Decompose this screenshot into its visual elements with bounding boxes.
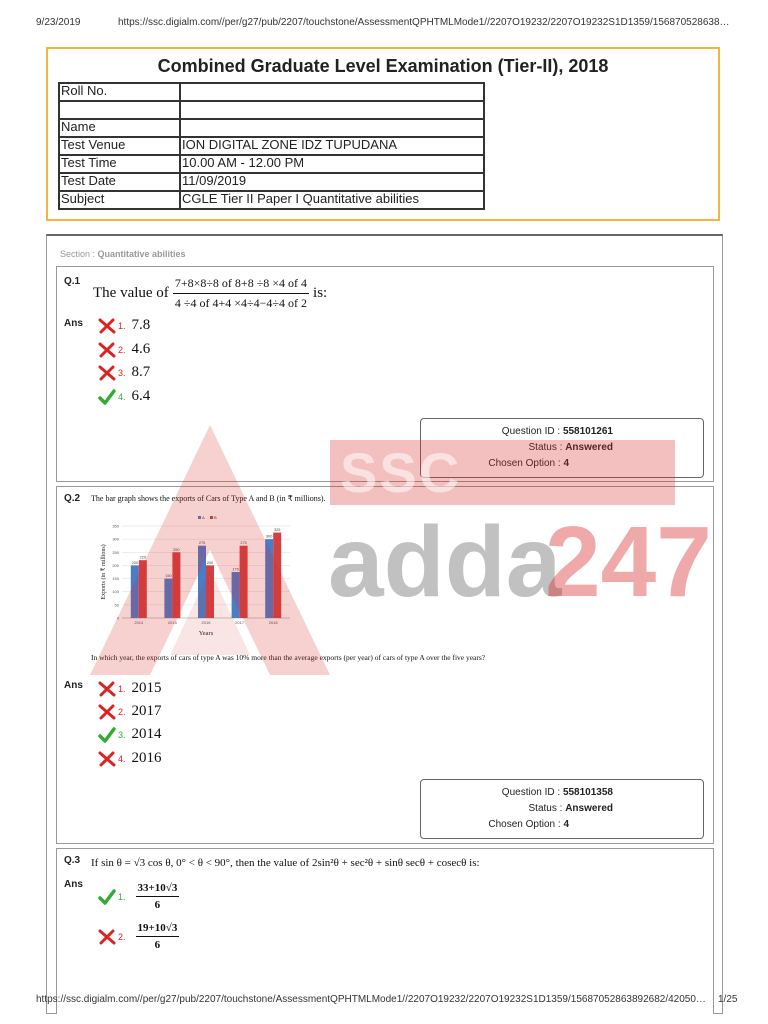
option-value: 2015: [131, 680, 162, 696]
print-url: https://ssc.digialm.com//per/g27/pub/2207/touchstone/AssessmentQPHTMLMode1//2207O19232/2207O19232S1D1359/156870528638…: [118, 17, 730, 28]
x-tick-label: 2016: [201, 620, 211, 625]
bar-chart: [94, 512, 296, 640]
bar-a: [164, 579, 172, 618]
question-text-2: In which year, the exports of cars of type A was 10% more than the average exports (per year) of cars of type A over the five years?: [91, 653, 486, 662]
info-value: 11/09/2019: [180, 173, 484, 191]
correct-check-icon: [98, 727, 116, 743]
info-value: [180, 101, 484, 119]
qid-value: 558101358: [562, 787, 613, 798]
data-label: 220: [139, 555, 146, 560]
option-number: 2.: [118, 344, 126, 355]
info-value: CGLE Tier II Paper I Quantitative abilities: [180, 191, 484, 209]
answer-status: [529, 442, 613, 453]
option-value: 4.6: [131, 341, 151, 357]
bar-a: [232, 572, 240, 618]
chosen-label: Chosen Option :: [488, 458, 564, 469]
info-row: [59, 137, 484, 155]
info-key: [59, 101, 180, 119]
question-number: Q.2: [64, 493, 81, 504]
info-value: ION DIGITAL ZONE IDZ TUPUDANA: [180, 137, 484, 155]
option-1: [98, 317, 150, 334]
answer-label: Ans: [64, 318, 83, 329]
x-tick-label: 2015: [167, 620, 177, 625]
candidate-info-table: [58, 82, 485, 210]
y-tick-label: 0: [116, 615, 119, 621]
legend-swatch: [198, 516, 201, 519]
x-axis-label: Years: [198, 630, 214, 637]
qid-label: Question ID :: [501, 787, 563, 798]
option-2: [98, 341, 150, 358]
status-panel: [420, 779, 704, 839]
x-tick-label: 2017: [235, 620, 245, 625]
legend-label: A: [202, 515, 205, 520]
print-footer-url: https://ssc.digialm.com//per/g27/pub/2207/touchstone/AssessmentQPHTMLMode1//2207O19232/2207O19232S1D1359/15687052863892682/42050…: [36, 994, 706, 1005]
adda-247-watermark: 247: [545, 506, 712, 618]
option-fraction: [136, 882, 180, 911]
y-tick-label: 350: [112, 523, 119, 529]
legend-swatch: [210, 516, 213, 519]
option-value: 2014: [131, 726, 162, 742]
bar-b: [240, 546, 248, 618]
status-label: Status :: [528, 442, 566, 453]
adda-watermark-text: adda: [328, 506, 562, 618]
correct-check-icon: [98, 389, 116, 405]
info-value: 10.00 AM - 12.00 PM: [180, 155, 484, 173]
data-label: 275: [198, 541, 206, 546]
option-number: 1.: [118, 891, 126, 902]
info-key: Test Time: [59, 155, 180, 173]
question-text-post: is:: [313, 285, 328, 301]
data-label: 150: [165, 574, 172, 579]
question-number: Q.1: [64, 276, 81, 287]
info-key: Roll No.: [59, 83, 180, 101]
chosen-label: Chosen Option :: [488, 819, 564, 830]
answer-status: [529, 803, 613, 814]
bar-a: [131, 565, 139, 618]
option-value: 2017: [131, 703, 162, 719]
info-row: [59, 83, 484, 101]
option-4: [98, 388, 150, 405]
info-row: [59, 101, 484, 119]
data-label: 300: [266, 534, 273, 539]
question-text: The bar graph shows the exports of Cars of Type A and B (in ₹ millions).: [91, 494, 326, 503]
correct-check-icon: [98, 889, 116, 905]
exam-title: Combined Graduate Level Examination (Tier-II), 2018: [157, 56, 609, 76]
section-prefix: Section :: [60, 249, 98, 259]
option-number: 4.: [118, 391, 126, 402]
bar-b: [172, 552, 180, 618]
data-label: 275: [240, 541, 247, 546]
ssc-watermark-text: SSC: [340, 441, 462, 504]
info-row: [59, 155, 484, 173]
status-value: Answered: [565, 442, 613, 453]
option-number: 4.: [118, 753, 126, 764]
chosen-value: 4: [563, 819, 569, 830]
question-text-pre: The value of: [93, 285, 169, 301]
question-number: Q.3: [64, 855, 81, 866]
x-tick-label: 2018: [268, 620, 278, 625]
y-tick-label: 250: [112, 549, 119, 555]
question-text: If sin θ = √3 cos θ, 0° < θ < 90°, then the value of 2sin²θ + sec²θ + sinθ secθ + cosecθ is:: [91, 857, 480, 869]
option-value: 7.8: [131, 317, 151, 333]
y-tick-label: 150: [112, 576, 119, 582]
section-label: [60, 249, 186, 259]
info-key: Subject: [59, 191, 180, 209]
chart-bars: [131, 533, 281, 618]
wrong-cross-icon: [98, 318, 116, 334]
info-key: Test Venue: [59, 137, 180, 155]
fraction-numerator: 19+10√3: [136, 922, 180, 937]
status-value: Answered: [565, 803, 613, 814]
wrong-cross-icon: [98, 704, 116, 720]
chosen-option: [488, 819, 569, 830]
chosen-option: [488, 458, 569, 469]
wrong-cross-icon: [98, 929, 116, 945]
y-axis-label: Exports (in ₹ millions): [101, 544, 107, 600]
x-tick-label: 2014: [134, 620, 144, 625]
section-name: Quantitative abilities: [97, 249, 186, 259]
fraction-denominator: 6: [154, 899, 161, 911]
option-value: 8.7: [131, 364, 151, 380]
answer-label: Ans: [64, 879, 83, 890]
wrong-cross-icon: [98, 342, 116, 358]
question-id: [502, 787, 613, 798]
option-number: 1.: [118, 683, 126, 694]
option-number: 3.: [118, 729, 126, 740]
question-text: [93, 276, 327, 311]
answer-label: Ans: [64, 680, 83, 691]
wrong-cross-icon: [98, 751, 116, 767]
y-tick-label: 50: [114, 602, 119, 608]
option-1: [98, 680, 162, 697]
option-number: 3.: [118, 367, 126, 378]
option-fraction: [136, 922, 180, 951]
option-2: [98, 922, 183, 951]
wrong-cross-icon: [98, 681, 116, 697]
option-3: [98, 364, 150, 381]
option-number: 2.: [118, 706, 126, 717]
bar-a: [198, 546, 206, 618]
data-label: 325: [274, 528, 281, 533]
fraction-numerator: 33+10√3: [136, 882, 180, 897]
info-row: [59, 119, 484, 137]
fraction-denominator: 4 ÷4 of 4+4 ×4÷4−4÷4 of 2: [174, 296, 307, 310]
qid-value: 558101261: [562, 426, 613, 437]
qid-label: Question ID :: [501, 426, 563, 437]
info-value: [180, 119, 484, 137]
option-4: [98, 750, 162, 767]
info-key: Name: [59, 119, 180, 137]
page-number: 1/25: [718, 994, 738, 1005]
y-tick-label: 100: [112, 589, 119, 595]
bar-b: [139, 560, 147, 618]
option-value: 6.4: [131, 388, 151, 404]
data-label: 200: [131, 560, 138, 565]
info-key: Test Date: [59, 173, 180, 191]
option-number: 2.: [118, 931, 126, 942]
bar-b: [206, 565, 214, 618]
option-3: [98, 726, 162, 743]
fraction-numerator: 7+8×8÷8 of 8+8 ÷8 ×4 of 4: [173, 276, 309, 294]
status-label: Status :: [528, 803, 566, 814]
option-value: 2016: [131, 750, 162, 766]
question-fraction: [173, 276, 309, 311]
data-label: 175: [232, 567, 239, 572]
data-label: 200: [206, 560, 214, 565]
legend-label: B: [214, 515, 217, 520]
print-date: 9/23/2019: [36, 17, 81, 28]
info-value: [180, 83, 484, 101]
bar-b: [273, 533, 281, 618]
wrong-cross-icon: [98, 365, 116, 381]
bar-a: [265, 539, 273, 618]
data-label: 250: [173, 547, 180, 552]
question-id: [502, 426, 613, 437]
chosen-value: 4: [563, 458, 569, 469]
option-2: [98, 703, 162, 720]
fraction-denominator: 6: [154, 939, 161, 951]
option-1: [98, 882, 183, 911]
y-tick-label: 300: [112, 536, 119, 542]
info-row: [59, 173, 484, 191]
y-tick-label: 200: [112, 562, 119, 568]
option-number: 1.: [118, 320, 126, 331]
status-panel: [420, 418, 704, 478]
info-row: [59, 191, 484, 209]
chart-text: [100, 515, 280, 637]
